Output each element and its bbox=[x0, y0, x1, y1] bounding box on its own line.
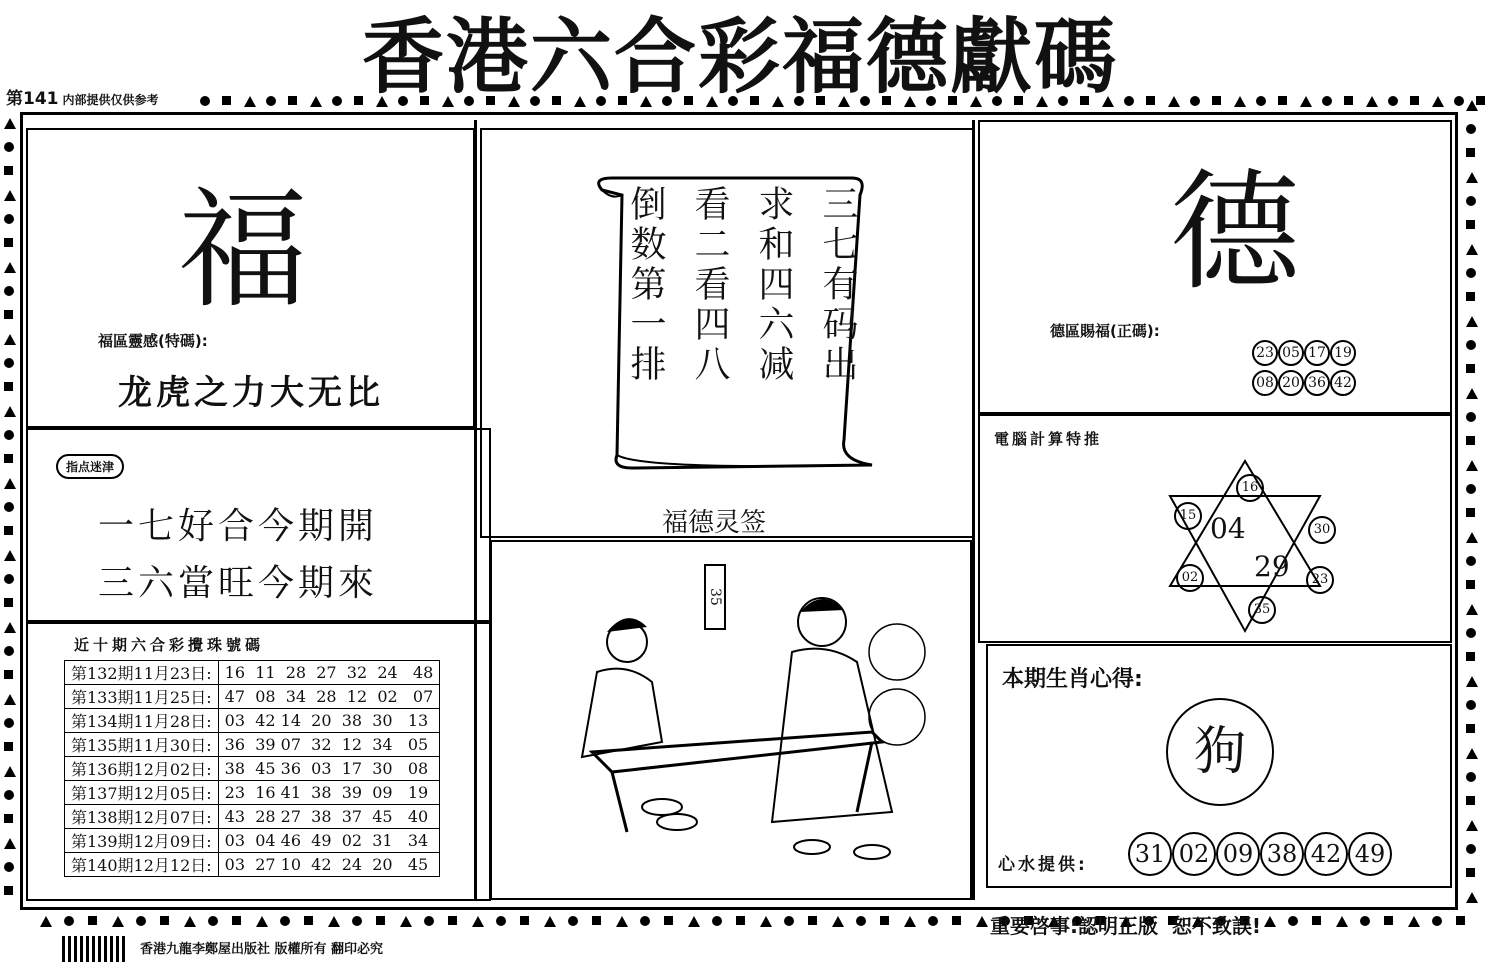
border-dot bbox=[4, 526, 13, 535]
border-dot bbox=[4, 790, 14, 800]
border-dot bbox=[1466, 748, 1478, 759]
border-dot bbox=[592, 916, 601, 925]
table-row bbox=[65, 853, 440, 877]
border-dot bbox=[1466, 772, 1476, 782]
border-dot bbox=[4, 118, 16, 129]
border-dot bbox=[1466, 700, 1476, 710]
zodiac-label: 本期生肖心得: bbox=[1002, 667, 1143, 692]
border-dot bbox=[1466, 220, 1475, 229]
border-dot bbox=[4, 838, 16, 849]
history-date-cell: 第134期11月28日: bbox=[65, 709, 219, 733]
border-dot bbox=[4, 598, 13, 607]
border-dot bbox=[1466, 148, 1475, 157]
fu-char: 福 bbox=[178, 174, 309, 326]
hint-line-2: 三六當旺今期來 bbox=[98, 563, 379, 604]
border-dot bbox=[544, 916, 556, 927]
border-dot bbox=[256, 916, 268, 927]
border-dot bbox=[1312, 916, 1321, 925]
de-ball: 17 bbox=[1304, 340, 1330, 366]
border-dot bbox=[112, 916, 124, 927]
border-dot bbox=[1466, 100, 1478, 111]
history-date-cell: 第135期11月30日: bbox=[65, 733, 219, 757]
border-dot bbox=[1288, 916, 1298, 926]
border-dot bbox=[4, 238, 13, 247]
history-date-cell: 第137期12月05日: bbox=[65, 781, 219, 805]
supply-label: 心水提供: bbox=[998, 855, 1088, 875]
border-dot bbox=[4, 190, 16, 201]
border-dot bbox=[1466, 628, 1476, 638]
page-title: 香港六合彩福德獻碼 bbox=[361, 10, 1118, 105]
table-row bbox=[65, 661, 440, 685]
border-dot bbox=[64, 916, 74, 926]
border-dot bbox=[88, 916, 97, 925]
supply-ball: 09 bbox=[1216, 832, 1260, 876]
history-numbers-cell: 47 08 34 28 12 02 07 bbox=[218, 685, 440, 709]
border-dot bbox=[136, 916, 146, 926]
border-dot bbox=[1466, 340, 1476, 350]
barcode-icon bbox=[62, 936, 126, 962]
table-row bbox=[65, 685, 440, 709]
star-ball: 15 bbox=[1174, 502, 1202, 530]
scroll-panel bbox=[480, 128, 974, 538]
border-dot bbox=[1466, 820, 1478, 831]
de-ball: 23 bbox=[1252, 340, 1278, 366]
border-dot bbox=[4, 550, 16, 561]
border-dot bbox=[448, 916, 457, 925]
border-dot bbox=[352, 916, 362, 926]
border-dot bbox=[1466, 436, 1475, 445]
border-dot bbox=[1466, 868, 1475, 877]
border-dot bbox=[4, 766, 16, 777]
border-dot bbox=[424, 916, 434, 926]
border-dot bbox=[1264, 916, 1276, 927]
border-dot bbox=[952, 916, 961, 925]
fu-panel bbox=[26, 128, 475, 428]
border-dot bbox=[4, 862, 14, 872]
border-dot bbox=[1466, 364, 1475, 373]
border-dot bbox=[1466, 676, 1478, 687]
border-dot bbox=[784, 916, 794, 926]
border-dot bbox=[1366, 96, 1378, 107]
border-dot bbox=[4, 622, 16, 633]
issue-label bbox=[6, 84, 159, 109]
illustration-panel bbox=[490, 540, 972, 900]
border-dot bbox=[1300, 96, 1312, 107]
border-dot bbox=[1278, 96, 1287, 105]
border-dot bbox=[4, 382, 13, 391]
de-ball: 08 bbox=[1252, 370, 1278, 396]
border-dot bbox=[4, 454, 13, 463]
history-numbers-cell: 23 16 41 38 39 09 19 bbox=[218, 781, 440, 805]
border-dot bbox=[688, 916, 700, 927]
border-dot bbox=[568, 916, 578, 926]
history-date-cell: 第140期12月12日: bbox=[65, 853, 219, 877]
de-panel bbox=[978, 120, 1452, 414]
border-dot bbox=[4, 286, 14, 296]
hint-panel bbox=[26, 428, 491, 622]
de-ball: 42 bbox=[1330, 370, 1356, 396]
border-dot bbox=[328, 916, 340, 927]
history-numbers-cell: 03 27 10 42 24 20 45 bbox=[218, 853, 440, 877]
supply-ball: 02 bbox=[1172, 832, 1216, 876]
border-dot bbox=[4, 502, 14, 512]
border-dot bbox=[520, 916, 529, 925]
star-ball: 02 bbox=[1176, 564, 1204, 592]
table-row bbox=[65, 829, 440, 853]
border-dot bbox=[1466, 292, 1475, 301]
fortune-illustration bbox=[552, 582, 952, 882]
history-panel bbox=[26, 622, 491, 901]
border-dot bbox=[1466, 532, 1478, 543]
zodiac-animal: 狗 bbox=[1166, 698, 1274, 806]
fu-label: 福區靈感(特碼): bbox=[98, 332, 208, 350]
border-dot bbox=[1336, 916, 1348, 927]
scroll-column-2: 求和四六减 bbox=[753, 185, 794, 385]
border-dot bbox=[1432, 96, 1444, 107]
border-dot bbox=[4, 214, 14, 224]
border-dot bbox=[640, 916, 650, 926]
history-table bbox=[64, 660, 440, 877]
border-dot bbox=[232, 916, 241, 925]
border-dot bbox=[1256, 96, 1266, 106]
border-dot bbox=[304, 916, 313, 925]
border-dot bbox=[4, 166, 13, 175]
fu-phrase: 龙虎之力大无比 bbox=[118, 373, 384, 413]
border-dot bbox=[976, 916, 988, 927]
border-dot bbox=[40, 916, 52, 927]
border-dot bbox=[1466, 796, 1475, 805]
border-dot bbox=[208, 916, 218, 926]
table-row bbox=[65, 781, 440, 805]
star-ball: 16 bbox=[1236, 474, 1264, 502]
border-dot bbox=[4, 478, 16, 489]
history-numbers-cell: 03 42 14 20 38 30 13 bbox=[218, 709, 440, 733]
border-dot bbox=[1466, 124, 1476, 134]
history-numbers-cell: 43 28 27 38 37 45 40 bbox=[218, 805, 440, 829]
border-dot bbox=[4, 334, 16, 345]
border-dot bbox=[1466, 316, 1478, 327]
border-dot bbox=[1466, 484, 1476, 494]
border-dot bbox=[4, 646, 14, 656]
border-dot bbox=[1466, 268, 1476, 278]
border-dot bbox=[4, 742, 13, 751]
border-dot bbox=[832, 916, 844, 927]
border-dot bbox=[664, 916, 673, 925]
supply-ball: 49 bbox=[1348, 832, 1392, 876]
border-dot bbox=[1466, 172, 1478, 183]
star-label: 電腦計算特推 bbox=[994, 430, 1103, 448]
supply-ball: 42 bbox=[1304, 832, 1348, 876]
table-row bbox=[65, 709, 440, 733]
table-row bbox=[65, 757, 440, 781]
border-dot bbox=[1466, 580, 1475, 589]
issue-note: 内部提供仅供参考 bbox=[62, 93, 159, 107]
hint-line-1: 一七好合今期開 bbox=[98, 506, 379, 547]
history-numbers-cell: 16 11 28 27 32 24 48 bbox=[218, 661, 440, 685]
border-dot bbox=[1384, 916, 1393, 925]
zodiac-panel bbox=[986, 644, 1452, 888]
border-dot bbox=[760, 916, 772, 927]
border-dot bbox=[880, 916, 889, 925]
de-ball: 36 bbox=[1304, 370, 1330, 396]
history-numbers-cell: 36 39 07 32 12 34 05 bbox=[218, 733, 440, 757]
border-dot bbox=[4, 406, 16, 417]
border-dot bbox=[1466, 724, 1475, 733]
de-ball: 19 bbox=[1330, 340, 1356, 366]
border-dot bbox=[856, 916, 866, 926]
border-dot bbox=[808, 916, 817, 925]
border-dot bbox=[1432, 916, 1442, 926]
border-dot bbox=[4, 262, 16, 273]
scroll-column-3: 看二看四八 bbox=[689, 185, 730, 385]
border-dot bbox=[1388, 96, 1398, 106]
history-numbers-cell: 38 45 36 03 17 30 08 bbox=[218, 757, 440, 781]
border-dot bbox=[1466, 556, 1476, 566]
issue-number: 第141 bbox=[6, 89, 59, 109]
border-dot bbox=[1466, 844, 1476, 854]
border-dot bbox=[4, 718, 14, 728]
supply-balls bbox=[1128, 832, 1392, 876]
border-dot bbox=[184, 916, 196, 927]
border-dot bbox=[1466, 604, 1478, 615]
border-dot bbox=[376, 916, 385, 925]
table-row bbox=[65, 805, 440, 829]
border-dot bbox=[4, 670, 13, 679]
scroll-column-4: 倒数第一排 bbox=[625, 185, 666, 385]
history-date-cell: 第138期12月07日: bbox=[65, 805, 219, 829]
border-dot bbox=[1344, 96, 1353, 105]
scroll-caption: 福德灵签 bbox=[662, 508, 767, 538]
history-title: 近十期六合彩攪珠號碼 bbox=[74, 636, 265, 654]
border-dot bbox=[904, 916, 916, 927]
star-ball: 23 bbox=[1306, 566, 1334, 594]
border-dot bbox=[1410, 96, 1419, 105]
star-ball: 35 bbox=[1248, 596, 1276, 624]
border-dot bbox=[736, 916, 745, 925]
border-dot bbox=[400, 916, 412, 927]
de-balls-row-1 bbox=[1252, 340, 1356, 366]
border-dot bbox=[1454, 96, 1464, 106]
star-big-number: 04 bbox=[1210, 512, 1246, 545]
border-dot bbox=[928, 916, 938, 926]
hint-tag: 指点迷津 bbox=[56, 454, 124, 479]
fortune-stick: 35 bbox=[704, 564, 726, 630]
scroll-column-1: 三七有码出 bbox=[817, 185, 858, 385]
border-dot bbox=[4, 574, 14, 584]
publisher-notice: 香港九龍李鄭屋出版社 版權所有 翻印必究 bbox=[140, 942, 384, 957]
border-dot bbox=[1408, 916, 1420, 927]
border-dot bbox=[4, 310, 13, 319]
history-numbers-cell: 03 04 46 49 02 31 34 bbox=[218, 829, 440, 853]
de-label: 德區賜福(正碼): bbox=[1050, 322, 1160, 340]
table-row bbox=[65, 733, 440, 757]
scroll-columns bbox=[622, 185, 860, 385]
border-dot bbox=[1466, 892, 1478, 903]
supply-ball: 38 bbox=[1260, 832, 1304, 876]
border-dot bbox=[1466, 508, 1475, 517]
border-dot bbox=[1466, 196, 1476, 206]
de-balls-row-2 bbox=[1252, 370, 1356, 396]
border-dot bbox=[472, 916, 484, 927]
border-dot bbox=[1360, 916, 1370, 926]
authenticity-notice: 重要啓事:認明正版 恕不致誤! bbox=[990, 914, 1262, 938]
border-dot bbox=[1466, 460, 1478, 471]
border-dot bbox=[160, 916, 169, 925]
de-ball: 05 bbox=[1278, 340, 1304, 366]
border-dot bbox=[4, 694, 16, 705]
border-dot bbox=[280, 916, 290, 926]
border-dot bbox=[1466, 244, 1478, 255]
star-ball: 30 bbox=[1308, 516, 1336, 544]
border-dot bbox=[4, 886, 13, 895]
history-date-cell: 第139期12月09日: bbox=[65, 829, 219, 853]
border-dot bbox=[200, 96, 210, 106]
border-dot bbox=[1456, 916, 1465, 925]
border-dot bbox=[1466, 388, 1478, 399]
border-dot bbox=[4, 358, 14, 368]
border-dot bbox=[4, 142, 14, 152]
border-dot bbox=[712, 916, 722, 926]
history-date-cell: 第132期11月23日: bbox=[65, 661, 219, 685]
border-dot bbox=[616, 916, 628, 927]
border-dot bbox=[496, 916, 506, 926]
history-date-cell: 第133期11月25日: bbox=[65, 685, 219, 709]
border-dot bbox=[1466, 412, 1476, 422]
supply-ball: 31 bbox=[1128, 832, 1172, 876]
star-big-number: 29 bbox=[1254, 550, 1290, 583]
border-dot bbox=[1322, 96, 1332, 106]
de-ball: 20 bbox=[1278, 370, 1304, 396]
history-date-cell: 第136期12月02日: bbox=[65, 757, 219, 781]
border-dot bbox=[4, 814, 13, 823]
border-dot bbox=[1466, 652, 1475, 661]
star-panel bbox=[978, 414, 1452, 643]
de-char: 德 bbox=[1170, 156, 1301, 308]
border-dot bbox=[4, 430, 14, 440]
